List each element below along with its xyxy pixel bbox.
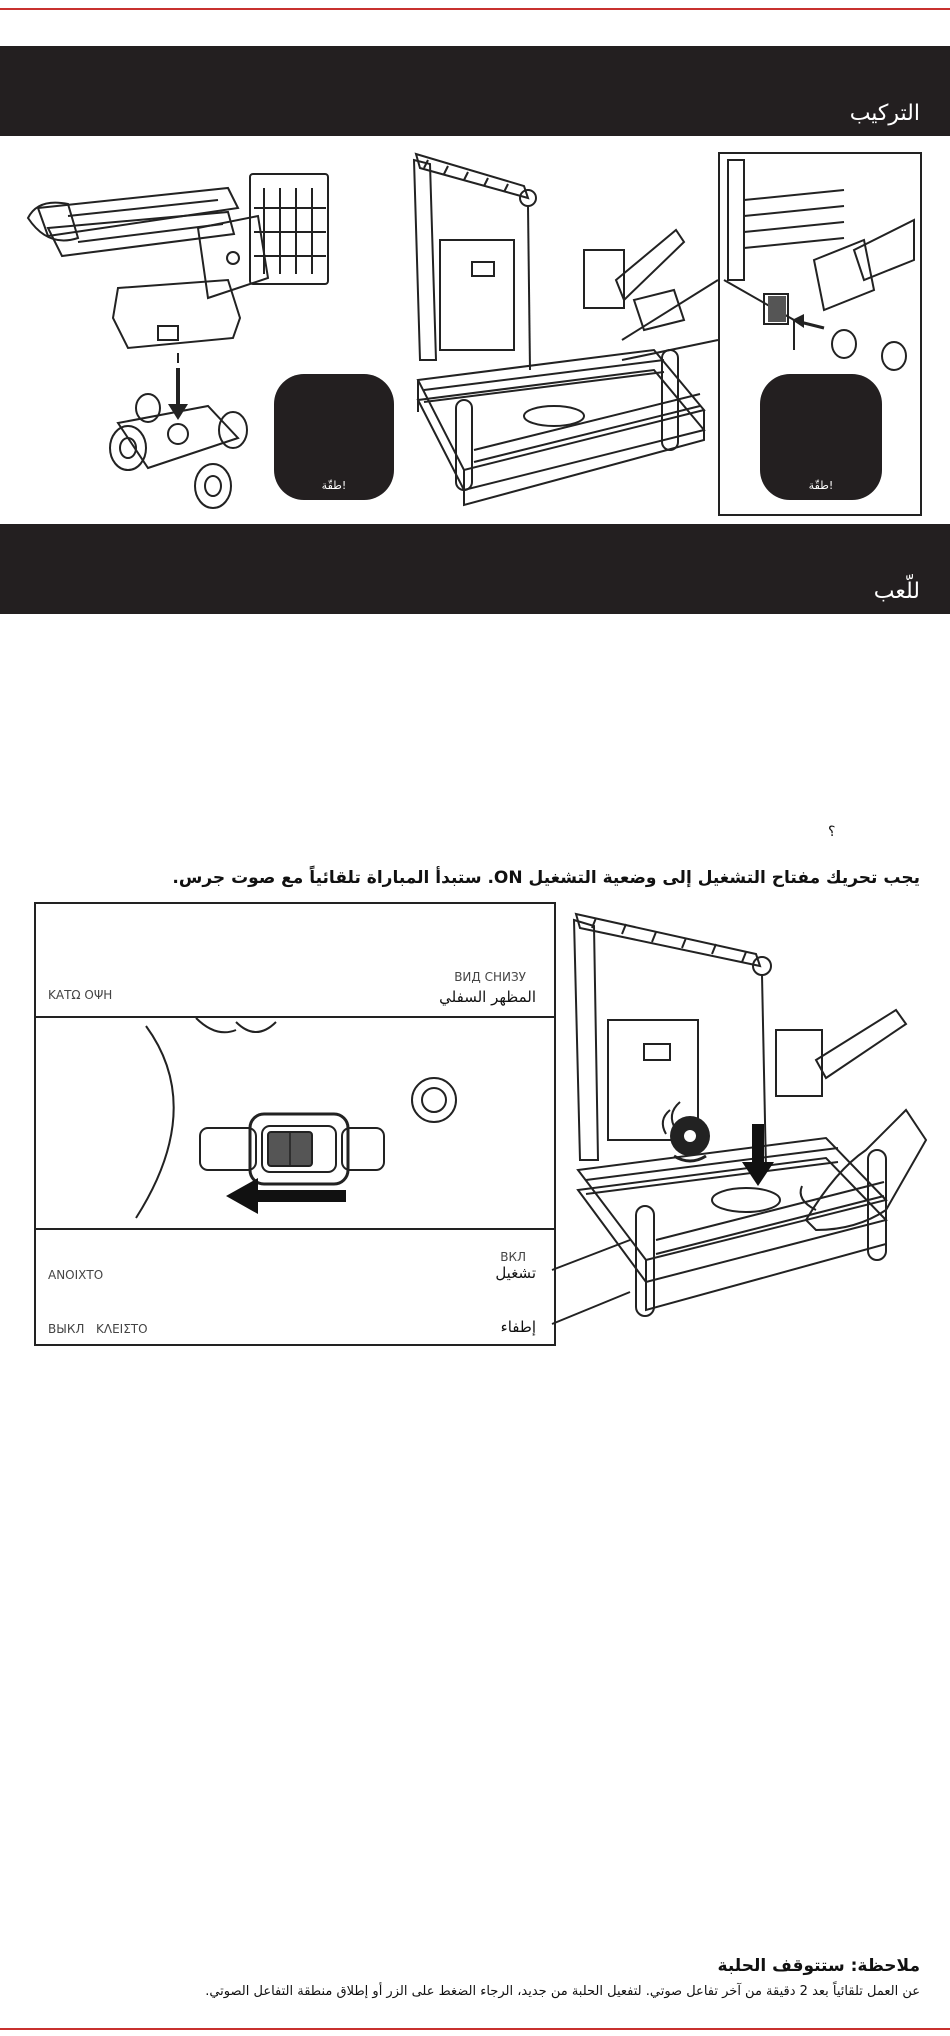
assembly-inset-illustration bbox=[724, 160, 914, 390]
off-label-ru: ВЫКЛ bbox=[48, 1322, 85, 1336]
assembly-title: التركيب bbox=[849, 101, 920, 126]
click-badge-right bbox=[760, 374, 882, 500]
on-label-ar: تشغيل bbox=[495, 1264, 536, 1282]
bottom-rule bbox=[0, 2028, 950, 2030]
panel-divider-bottom bbox=[36, 1228, 554, 1230]
off-label-gr: ΚΛΕΙΣΤΟ bbox=[96, 1322, 148, 1336]
click-badge-left-text: طقّة! bbox=[321, 479, 347, 492]
ring-play-illustration bbox=[566, 910, 926, 1350]
note-body: عن العمل تلقائياً بعد 2 دقيقة من آخر تفاعل صوتي. لتفعيل الحلبة من جديد، الرجاء الضغط على الزر أو إطلاق منطقة التفاعل الصوتي. bbox=[205, 1984, 920, 1999]
assembly-header-band bbox=[0, 46, 950, 136]
assembly-inset-callout bbox=[620, 280, 720, 400]
top-rule bbox=[0, 8, 950, 10]
play-instruction: يجب تحريك مفتاح التشغيل إلى وضعية التشغيل ON. ستبدأ المباراة تلقائياً مع صوت جرس. bbox=[172, 868, 920, 888]
bottom-view-label-ar: المظهر السفلي bbox=[439, 988, 536, 1006]
on-label-ru: ВКЛ bbox=[500, 1250, 526, 1264]
off-label-ar: إطفاء bbox=[500, 1318, 536, 1336]
bottom-view-label-gr: ΚΑΤΩ ΟΨΗ bbox=[48, 988, 113, 1002]
note-title: ملاحظة: ستتوقف الحلبة bbox=[717, 1956, 920, 1976]
on-label-gr: ΑΝΟΙΧΤΟ bbox=[48, 1268, 104, 1282]
play-header-band bbox=[0, 524, 950, 614]
click-badge-right-text: طقّة! bbox=[808, 479, 834, 492]
play-title: للّعب bbox=[873, 579, 920, 604]
bottom-view-label-ru: ВИД СНИЗУ bbox=[454, 970, 526, 984]
stray-mark: ؟ bbox=[828, 824, 836, 840]
power-switch-illustration bbox=[36, 1018, 552, 1228]
click-badge-left bbox=[274, 374, 394, 500]
